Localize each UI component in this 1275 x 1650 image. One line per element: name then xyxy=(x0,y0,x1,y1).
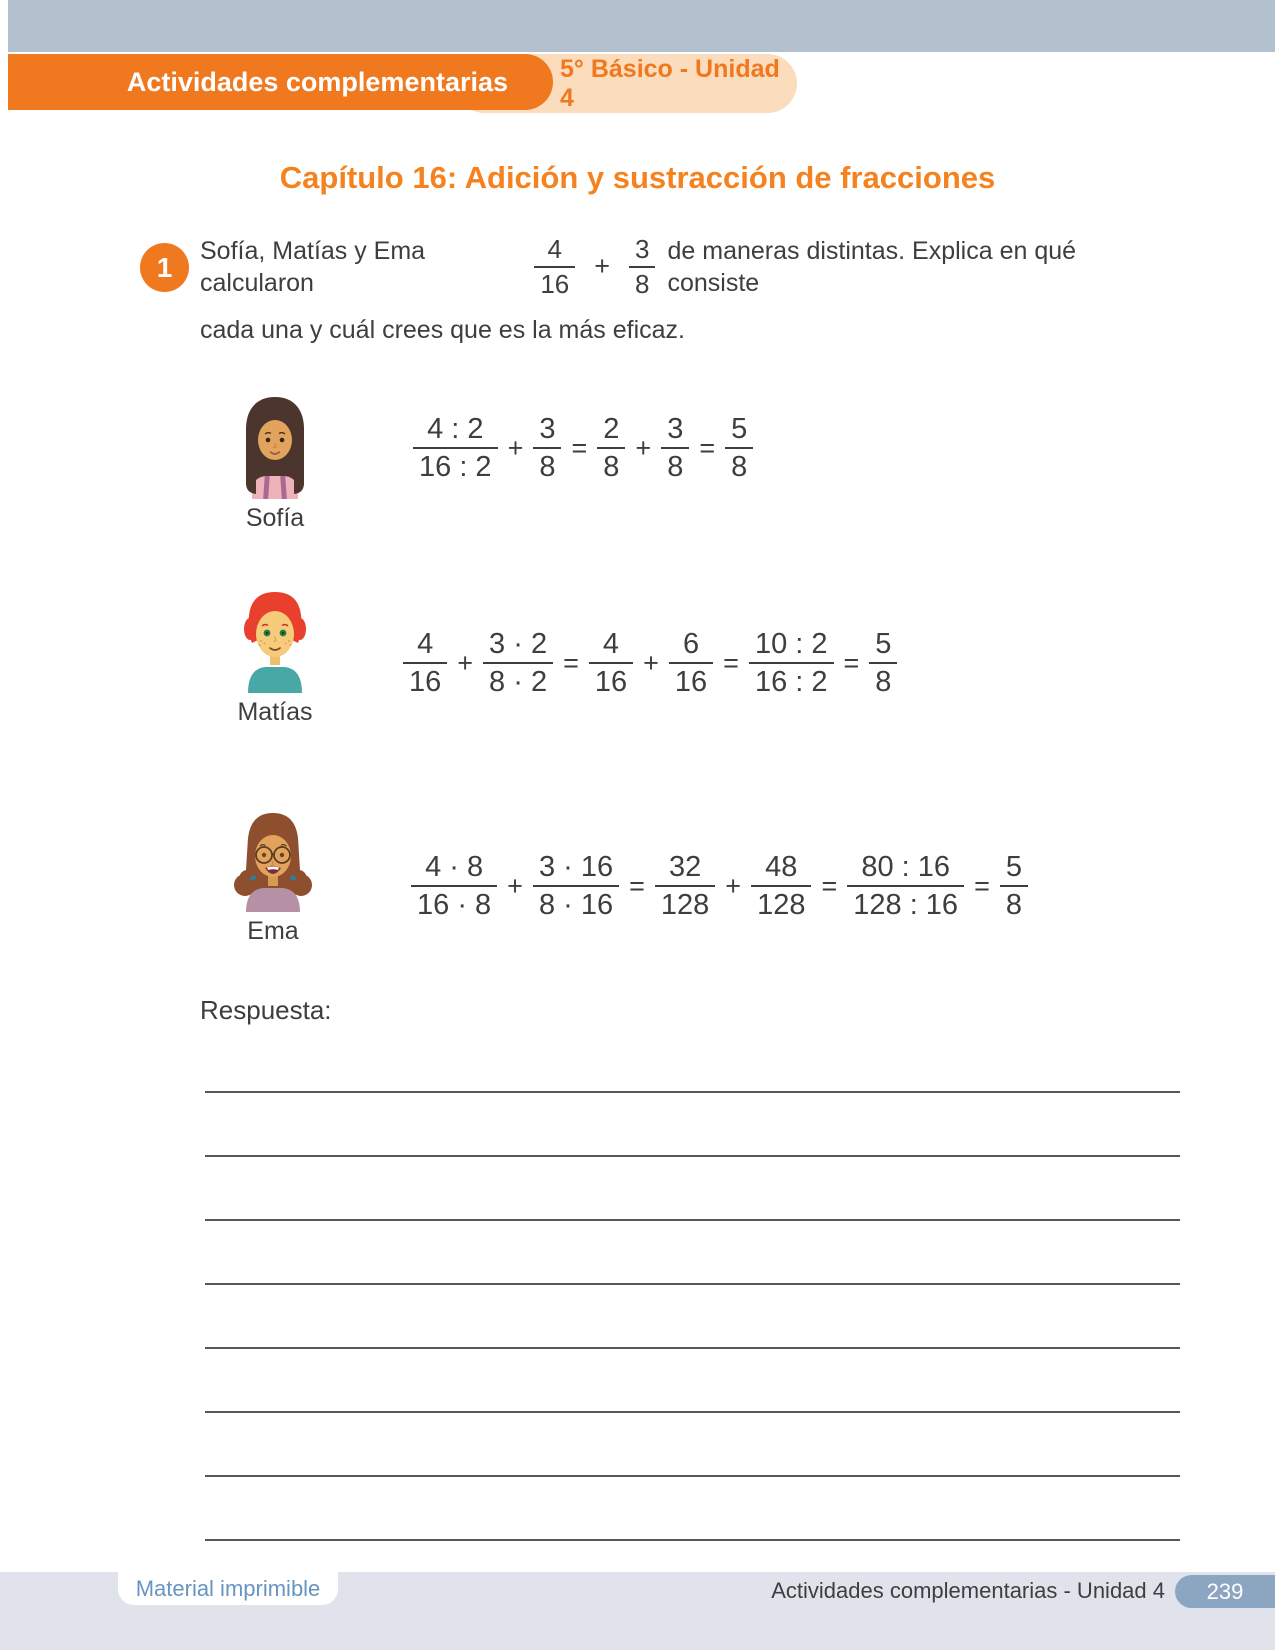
fraction: $\frac{10 : 2}{16 : 2}$ xyxy=(749,629,834,698)
fraction: $\frac{4 \cdot 8}{16 \cdot 8}$ xyxy=(411,852,497,921)
operator: + xyxy=(725,870,742,901)
answer-lines xyxy=(205,1029,1180,1541)
answer-line xyxy=(205,1413,1180,1477)
inline-fraction-1: $\frac{4}{16}$ xyxy=(534,236,575,299)
operator: = xyxy=(563,647,579,678)
section-banner-label: Actividades complementarias xyxy=(126,66,508,97)
fraction: $\frac{5}{8}$ xyxy=(869,629,897,698)
answer-line xyxy=(205,1093,1180,1157)
operator: = xyxy=(821,870,838,901)
operator: = xyxy=(571,432,588,463)
operator: = xyxy=(974,870,990,901)
fraction: $\frac{4 : 2}{16 : 2}$ xyxy=(413,414,498,483)
fraction: $\frac{5}{8}$ xyxy=(1000,852,1028,921)
fraction: $\frac{80 : 16}{128 : 16}$ xyxy=(847,852,964,921)
sofia-avatar xyxy=(240,395,310,499)
fraction: $\frac{3}{8}$ xyxy=(661,414,689,483)
answer-line xyxy=(205,1029,1180,1093)
student-matias xyxy=(220,589,330,727)
page-title: Capítulo 16: Adición y sustracción de fracciones xyxy=(279,160,996,195)
printable-material-label: Material imprimible xyxy=(135,1575,321,1601)
answer-line xyxy=(205,1157,1180,1221)
operator: = xyxy=(723,647,739,678)
fraction: $\frac{3}{8}$ xyxy=(533,414,561,483)
student-sofia xyxy=(220,395,330,533)
operator: = xyxy=(629,870,645,901)
answer-label: Respuesta: xyxy=(200,995,332,1025)
operator: + xyxy=(507,432,524,463)
fraction: $\frac{48}{128}$ xyxy=(751,852,811,921)
operator: = xyxy=(699,432,716,463)
ema-avatar xyxy=(234,808,312,912)
problem-line-2: cada una y cuál crees que es la más eficaz. xyxy=(200,316,685,344)
student-name-matias: Matías xyxy=(237,698,313,726)
operator: + xyxy=(635,432,652,463)
problem-line-1 xyxy=(200,222,1140,312)
operator: + xyxy=(457,647,474,678)
fraction: $\frac{2}{8}$ xyxy=(597,414,625,483)
footer-section-label: Actividades complementarias - Unidad 4 xyxy=(771,1578,1165,1603)
page-number-pill xyxy=(1175,1575,1275,1608)
answer-line xyxy=(205,1477,1180,1541)
printable-material-tab xyxy=(118,1572,338,1605)
operator: + xyxy=(643,647,659,678)
student-name-ema: Ema xyxy=(247,917,299,945)
top-color-band xyxy=(8,0,1275,52)
page-number: 239 xyxy=(1206,1578,1244,1604)
student-name-sofia: Sofía xyxy=(245,504,305,532)
problem-statement xyxy=(200,222,1140,347)
fraction: $\frac{3 \cdot 16}{8 \cdot 16}$ xyxy=(533,852,619,921)
plus-operator: + xyxy=(594,251,611,282)
problem-number: 1 xyxy=(156,251,173,283)
fraction: $\frac{4}{16}$ xyxy=(403,629,447,698)
fraction: $\frac{5}{8}$ xyxy=(725,414,753,483)
answer-line xyxy=(205,1349,1180,1413)
student-ema xyxy=(218,808,328,946)
fraction: $\frac{32}{128}$ xyxy=(655,852,715,921)
problem-text-before: Sofía, Matías y Ema calcularon xyxy=(200,236,426,297)
operator: = xyxy=(843,647,860,678)
operator: + xyxy=(507,870,523,901)
fraction: $\frac{3 \cdot 2}{8 \cdot 2}$ xyxy=(483,629,553,698)
ema-equation xyxy=(408,841,1031,931)
problem-number-badge xyxy=(140,243,189,292)
matias-avatar xyxy=(238,589,312,693)
sofia-equation xyxy=(410,403,756,493)
inline-fraction-2: $\frac{3}{8}$ xyxy=(629,236,655,299)
answer-line xyxy=(205,1221,1180,1285)
fraction: $\frac{4}{16}$ xyxy=(589,629,633,698)
fraction: $\frac{6}{16}$ xyxy=(669,629,713,698)
section-banner xyxy=(8,54,553,110)
grade-unit-label: 5° Básico - Unidad 4 xyxy=(560,54,780,112)
matias-equation xyxy=(400,618,900,708)
answer-line xyxy=(205,1285,1180,1349)
problem-text-after: de maneras distintas. Explica en qué consiste xyxy=(667,236,1077,297)
